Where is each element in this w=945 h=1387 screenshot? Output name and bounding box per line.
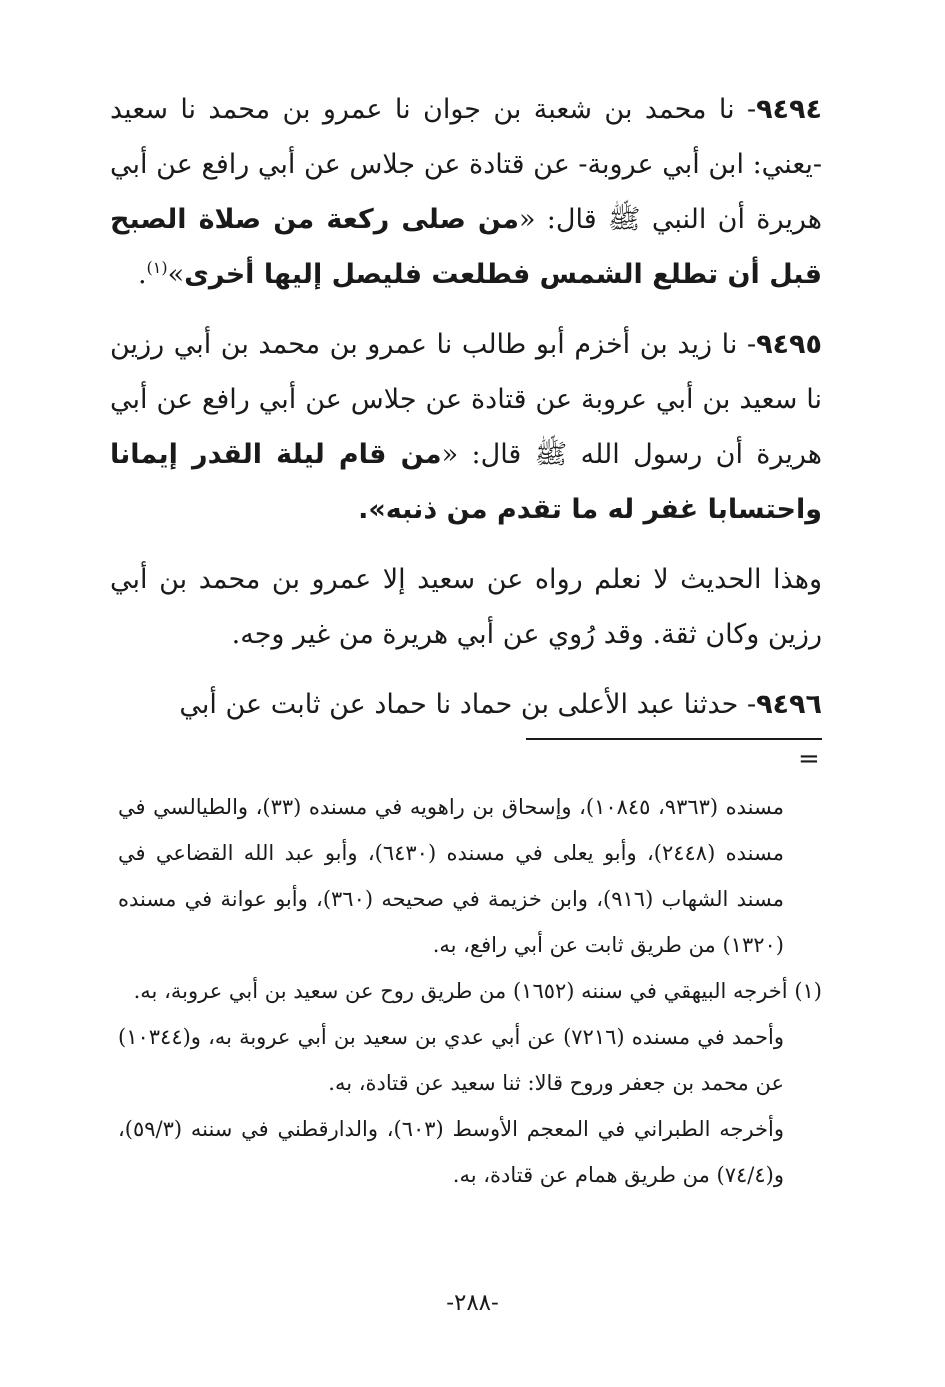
hadith-9494 xyxy=(110,82,822,302)
hadith-matn: من صلى ركعة من صلاة الصبح قبل أن تطلع الشمس فطلعت فليصل إليها أخرى xyxy=(110,204,822,290)
hadith-9496 xyxy=(110,677,822,732)
footnotes xyxy=(118,784,822,1198)
hadith-chain: - نا محمد بن شعبة بن جوان نا عمرو بن محمد نا سعيد -يعني: ابن أبي عروبة- عن قتادة عن جلاس عن أبي رافع عن أبي هريرة أن النبي ﷺ قال: « xyxy=(110,94,822,235)
footnote-continuation: مسنده (٩٣٦٣، ١٠٨٤٥)، وإسحاق بن راهويه في مسنده (٣٣)، والطيالسي في مسنده (٢٤٤٨)، وأبو يعلى في مسنده (٦٤٣٠)، وأبو عبد الله القضاعي في مسند الشهاب (٩١٦)، وابن خزيمة في صحيحه (٣٦٠)، وأبو عوانة في مسنده (١٣٢٠) من طريق ثابت عن أبي رافع، به. xyxy=(118,795,785,957)
hadith-matn: من قام ليلة القدر إيمانا واحتسابا غفر له ما تقدم من ذنبه xyxy=(110,439,822,525)
hadith-chain: - نا زيد بن أخزم أبو طالب نا عمرو بن محمد بن أبي رزين نا سعيد بن أبي عروبة عن قتادة عن جلاس عن أبي رافع عن أبي هريرة أن رسول الله ﷺ قال: « xyxy=(110,329,822,470)
hadith-number: ٩٤٩٦ xyxy=(756,689,822,720)
hadith-9495 xyxy=(110,317,822,537)
hadith-chain: - حدثنا عبد الأعلى بن حماد نا حماد عن ثابت عن أبي xyxy=(179,689,757,720)
quote-close: ». xyxy=(358,494,386,525)
page-number: -٢٨٨- xyxy=(446,1290,499,1316)
hadith-number: ٩٤٩٤ xyxy=(756,94,822,125)
footnote-1-text: أخرجه البيهقي في سننه (١٦٥٢) من طريق روح عن سعيد بن أبي عروبة، به. xyxy=(133,979,788,1003)
footnote-1 xyxy=(118,968,822,1014)
footnote-1-ahmad: وأحمد في مسنده (٧٢١٦) عن أبي عدي بن سعيد بن أبي عروبة به، و(١٠٣٤٤) عن محمد بن جعفر وروح قالا: ثنا سعيد عن قتادة، به. xyxy=(118,1025,784,1095)
main-text xyxy=(110,82,822,744)
period: . xyxy=(137,259,147,290)
continuation-mark: = xyxy=(798,744,820,774)
footnote-ref[interactable]: (١) xyxy=(146,258,168,277)
quote-close: » xyxy=(167,259,185,290)
footnote-1-tabarani: وأخرجه الطبراني في المعجم الأوسط (٦٠٣)، والدارقطني في سننه (٥٩/٣)، و(٧٤/٤) من طريق همام عن قتادة، به. xyxy=(118,1117,784,1187)
footnote-divider xyxy=(526,738,822,740)
commentary: وهذا الحديث لا نعلم رواه عن سعيد إلا عمرو بن محمد بن أبي رزين وكان ثقة. وقد رُوي عن أبي هريرة من غير وجه. xyxy=(110,564,822,650)
footnote-1-label: (١) xyxy=(794,979,822,1003)
hadith-number: ٩٤٩٥ xyxy=(756,329,822,360)
